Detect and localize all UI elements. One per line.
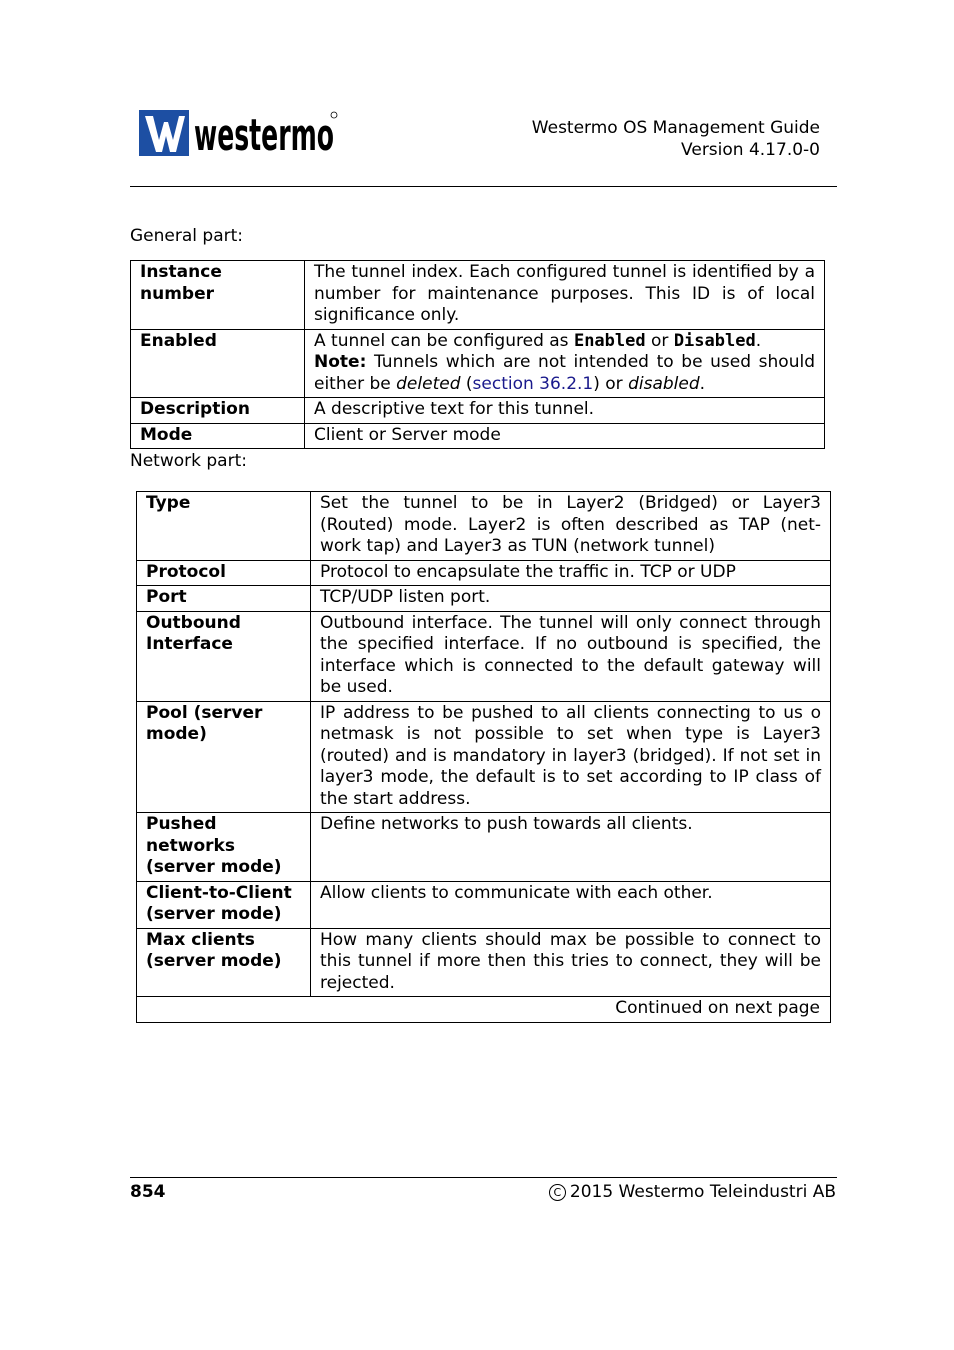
param-description: IP address to be pushed to all clients connecting to us o netmask is not possible to set when type is Layer3 (routed) and is mandatory in layer3 (bridged). If not set in layer3 mode, the default is to set according to IP class of the start address. [311, 701, 831, 813]
param-description: A descriptive text for this tunnel. [305, 398, 825, 424]
param-description: Protocol to encapsulate the traffic in. TCP or UDP [311, 560, 831, 586]
param-description: Client or Server mode [305, 423, 825, 449]
document-title: Westermo OS Management Guide [531, 118, 820, 138]
param-description: How many clients should max be possible to connect to this tunnel if more then this tries to connect, they will be rejected. [311, 928, 831, 997]
header-divider [130, 186, 837, 187]
table-row [131, 398, 825, 424]
logo-wordmark: westermo [194, 110, 334, 161]
table-row [137, 586, 831, 612]
param-name: Outbound Interface [137, 611, 311, 701]
param-name: Protocol [137, 560, 311, 586]
page-number: 854 [130, 1182, 166, 1202]
westermo-logo [139, 110, 339, 161]
param-name: Instance number [131, 261, 305, 330]
param-description: A tunnel can be configured as Enabled or Disabled. Note: Tunnels which are not intended to be used should either be deleted (section 36.2.1) or disabled. [305, 329, 825, 398]
copyright-text: 2015 Westermo Teleindustri AB [569, 1182, 836, 1202]
document-header [532, 117, 820, 161]
copyright-icon: C [549, 1184, 566, 1201]
continued-row [137, 997, 831, 1023]
param-description: Allow clients to communicate with each other. [311, 881, 831, 928]
param-name: Pushed networks (server mode) [137, 813, 311, 882]
note-label: Note: [314, 352, 367, 372]
network-part-label: Network part: [130, 451, 247, 471]
param-name: Description [131, 398, 305, 424]
table-row [137, 881, 831, 928]
param-name: Enabled [131, 329, 305, 398]
table-row [131, 261, 825, 330]
section-link[interactable]: section 36.2.1 [472, 373, 594, 394]
general-part-label: General part: [130, 226, 243, 246]
param-name: Pool (server mode) [137, 701, 311, 813]
footer-divider [130, 1177, 837, 1178]
param-description: TCP/UDP listen port. [311, 586, 831, 612]
table-row [131, 423, 825, 449]
param-name: Type [137, 492, 311, 561]
param-name: Port [137, 586, 311, 612]
param-description: Define networks to push towards all clients. [311, 813, 831, 882]
param-description: Set the tunnel to be in Layer2 (Bridged) or Layer3 (Routed) mode. Layer2 is often described as TAP (net-work tap) and Layer3 as TUN (network tunnel) [311, 492, 831, 561]
table-row [137, 813, 831, 882]
copyright [549, 1182, 836, 1202]
param-description: Outbound interface. The tunnel will only connect through the specified interface. If no outbound is specified, the interface which is connected to the default gateway will be used. [311, 611, 831, 701]
param-name: Client-to-Client (server mode) [137, 881, 311, 928]
continued-note: Continued on next page [137, 997, 831, 1023]
table-row [137, 701, 831, 813]
general-table [130, 260, 825, 449]
table-row [137, 492, 831, 561]
network-table [136, 491, 831, 1023]
table-row [137, 560, 831, 586]
table-row [137, 928, 831, 997]
table-row [137, 611, 831, 701]
document-version: Version 4.17.0-0 [681, 140, 820, 160]
param-description: The tunnel index. Each configured tunnel is identified by a number for maintenance purposes. This ID is of local significance only. [305, 261, 825, 330]
param-name: Max clients (server mode) [137, 928, 311, 997]
table-row [131, 329, 825, 398]
param-name: Mode [131, 423, 305, 449]
